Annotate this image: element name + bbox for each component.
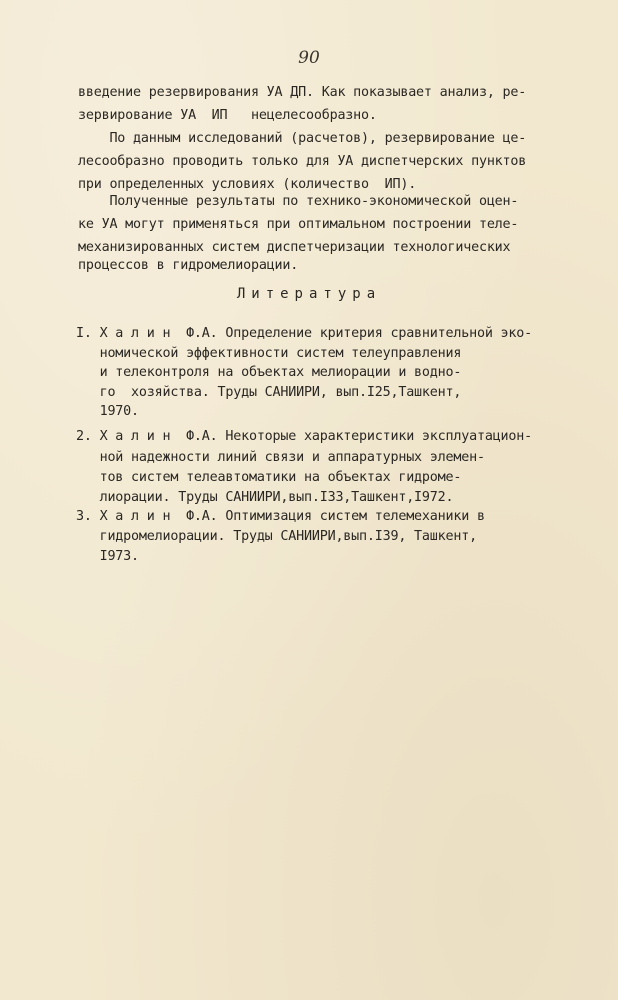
reference-line: ной надежности линий связи и аппаратурных элемен-	[76, 450, 485, 465]
reference-line: го хозяйства. Труды САНИИРИ, вып.I25,Ташкент,	[76, 385, 462, 400]
reference-line: и телеконтроля на объектах мелиорации и водно-	[76, 365, 462, 380]
references-heading: Литература	[236, 286, 382, 302]
page-number: 90	[298, 48, 320, 68]
body-line: ке УА могут применяться при оптимальном построении теле-	[78, 217, 519, 232]
reference-line: тов систем телеавтоматики на объектах гидроме-	[76, 470, 462, 485]
reference-line: лиорации. Труды САНИИРИ,вып.I33,Ташкент,I972.	[76, 490, 454, 505]
reference-line: 2. Х а л и н Ф.А. Некоторые характеристики эксплуатацион-	[76, 429, 532, 444]
body-line: лесообразно проводить только для УА диспетчерских пунктов	[78, 154, 527, 169]
reference-line: номической эффективности систем телеуправления	[76, 346, 462, 361]
reference-line: гидромелиорации. Труды САНИИРИ,вып.I39, Ташкент,	[76, 529, 477, 544]
body-line: механизированных систем диспетчеризации технологических	[78, 240, 511, 255]
body-line: зервирование УА ИП нецелесообразно.	[78, 108, 377, 123]
body-line: процессов в гидромелиорации.	[78, 258, 299, 273]
reference-line: I. Х а л и н Ф.А. Определение критерия сравнительной эко-	[76, 326, 532, 341]
body-line: введение резервирования УА ДП. Как показывает анализ, ре-	[78, 85, 527, 100]
body-line: при определенных условиях (количество ИП).	[78, 177, 417, 192]
body-line: По данным исследований (расчетов), резервирование це-	[78, 131, 527, 146]
reference-line: 3. Х а л и н Ф.А. Оптимизация систем телемеханики в	[76, 509, 485, 524]
body-line: Полученные результаты по технико-экономической оцен-	[78, 194, 519, 209]
reference-line: I973.	[76, 549, 139, 564]
reference-line: 1970.	[76, 404, 139, 419]
